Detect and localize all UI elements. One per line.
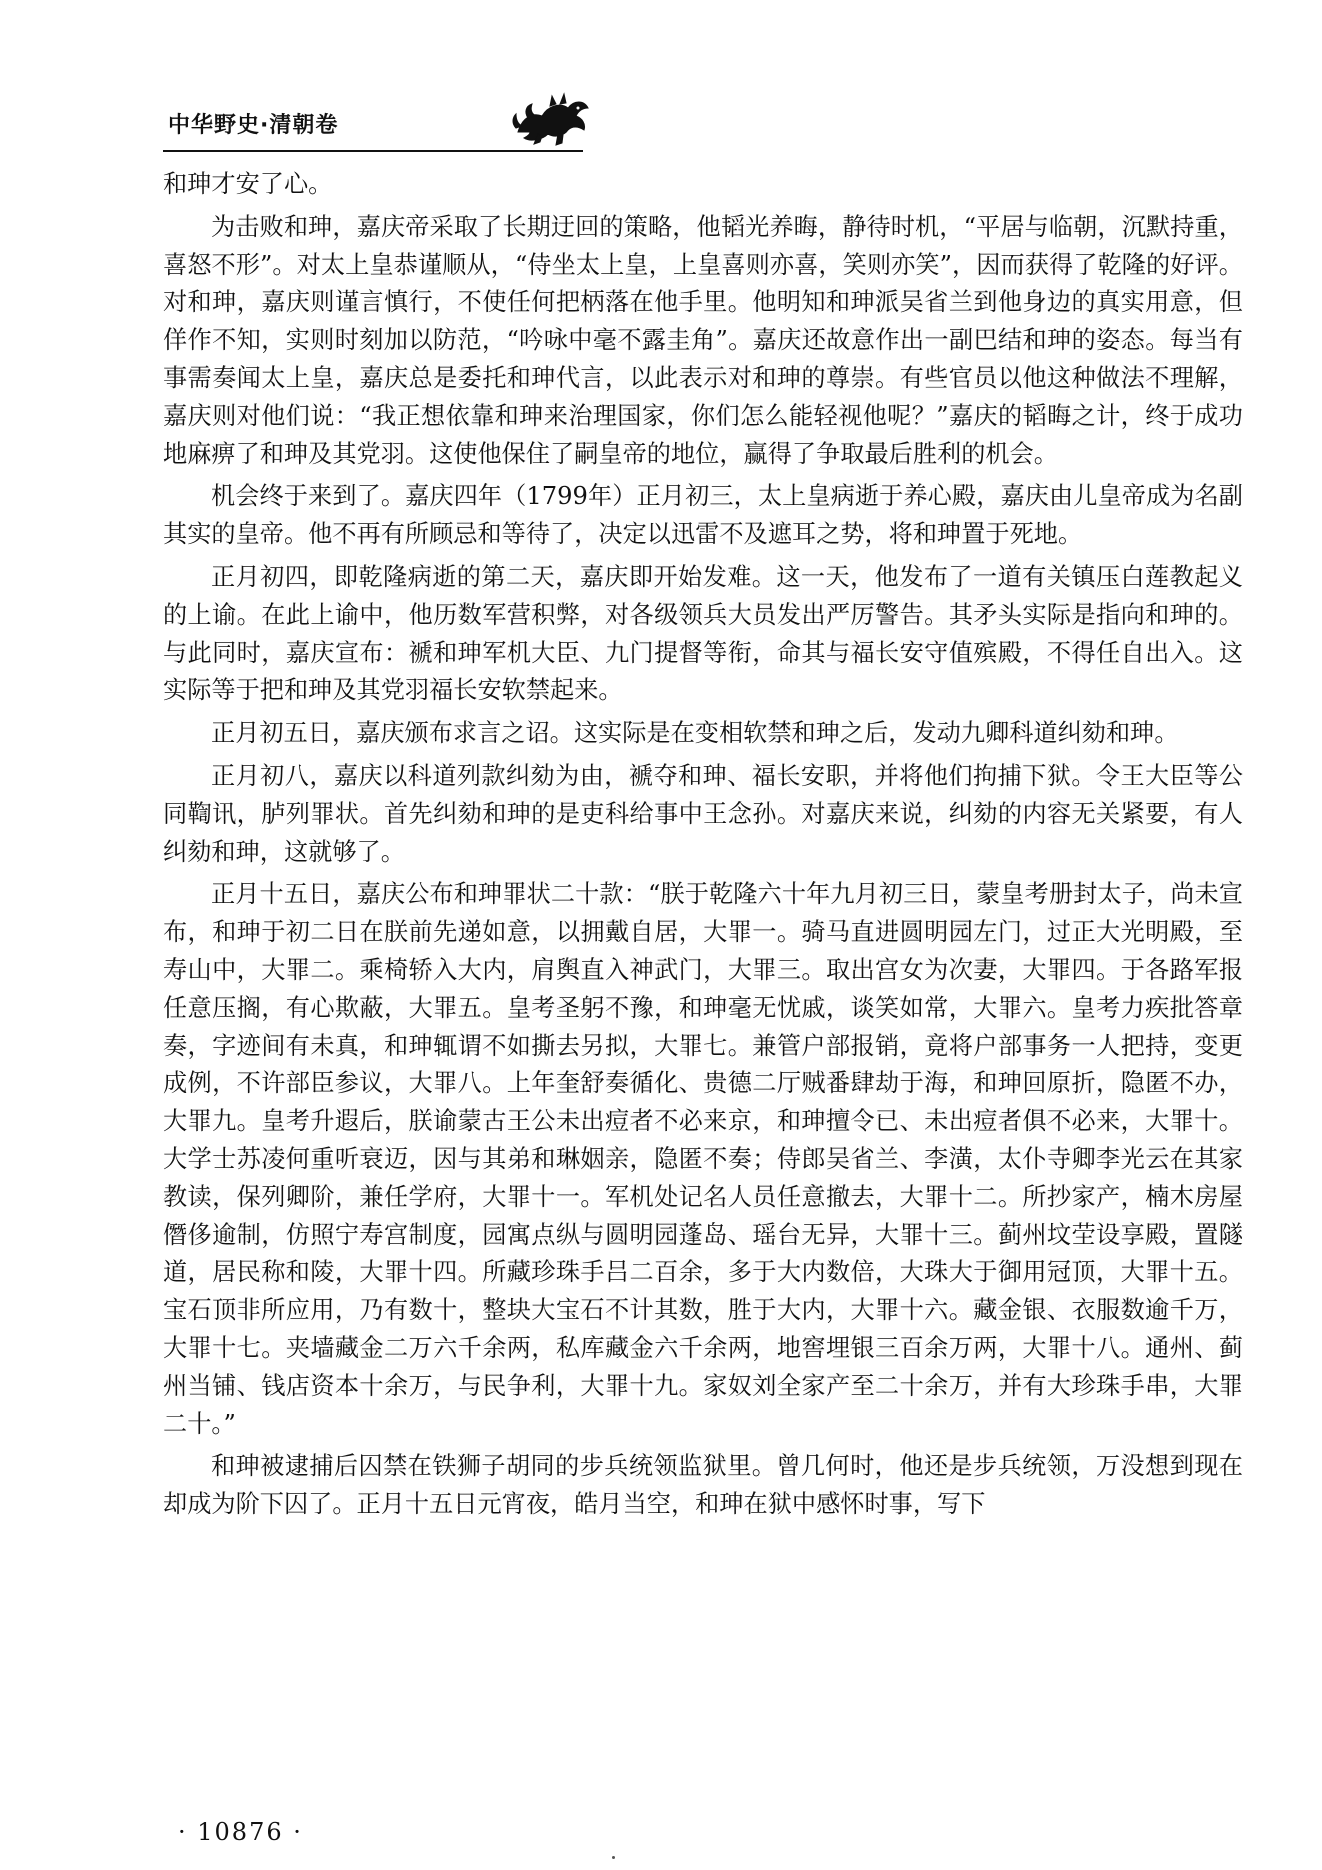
- scan-speck: [612, 1856, 615, 1859]
- paragraph: 和珅被逮捕后囚禁在铁狮子胡同的步兵统领监狱里。曾几何时，他还是步兵统领，万没想到现在却成为阶下囚了。正月十五日元宵夜，皓月当空，和珅在狱中感怀时事，写下: [163, 1452, 1243, 1519]
- paragraph: 正月初八，嘉庆以科道列款纠劾为由，褫夺和珅、福长安职，并将他们拘捕下狱。令王大臣等公同鞫讯，胪列罪状。首先纠劾和珅的是吏科给事中王念孙。对嘉庆来说，纠劾的内容无关紧要，有人纠劾和珅，这就够了。: [163, 761, 1243, 866]
- running-header: [163, 100, 1243, 152]
- paragraph: 正月十五日，嘉庆公布和珅罪状二十款：“朕于乾隆六十年九月初三日，蒙皇考册封太子，尚未宣布，和珅于初二日在朕前先递如意，以拥戴自居，大罪一。骑马直进圆明园左门，过正大光明殿，至寿山中，大罪二。乘椅轿入大内，肩舆直入神武门，大罪三。取出宫女为次妻，大罪四。于各路军报任意压搁，有心欺蔽，大罪五。皇考圣躬不豫，和珅毫无忧戚，谈笑如常，大罪六。皇考力疾批答章奏，字迹间有未真，和珅辄谓不如撕去另拟，大罪七。兼管户部报销，竟将户部事务一人把持，变更成例，不许部臣参议，大罪八。上年奎舒奏循化、贵德二厅贼番肆劫于海，和珅回原折，隐匿不办，大罪九。皇考升遐后，朕谕蒙古王公未出痘者不必来京，和珅擅令已、未出痘者俱不必来，大罪十。大学士苏凌何重听衰迈，因与其弟和琳姻亲，隐匿不奏；侍郎吴省兰、李潢，太仆寺卿李光云在其家教读，保列卿阶，兼任学府，大罪十一。军机处记名人员任意撤去，大罪十二。所抄家产，楠木房屋僭侈逾制，仿照宁寿宫制度，园寓点纵与圆明园蓬岛、瑶台无异，大罪十三。蓟州坟茔设享殿，置隧道，居民称和陵，大罪十四。所藏珍珠手吕二百余，多于大内数倍，大珠大于御用冠顶，大罪十五。宝石顶非所应用，乃有数十，整块大宝石不计其数，胜于大内，大罪十六。藏金银、衣服数逾千万，大罪十七。夹墙藏金二万六千余两，私库藏金六千余两，地窖埋银三百余万两，大罪十八。通州、蓟州当铺、钱店资本十余万，与民争利，大罪十九。家奴刘全家产至二十余万，并有大珍珠手串，大罪二十。”: [163, 880, 1243, 1438]
- header-divider: [163, 150, 583, 152]
- paragraph: 机会终于来到了。嘉庆四年（1799年）正月初三，太上皇病逝于养心殿，嘉庆由儿皇帝成为名副其实的皇帝。他不再有所顾忌和等待了，决定以迅雷不及遮耳之势，将和珅置于死地。: [163, 482, 1243, 549]
- body-text: [163, 166, 1243, 1529]
- page-number: · 10876 ·: [178, 1818, 303, 1846]
- book-title: 中华野史·清朝卷: [168, 113, 339, 138]
- paragraph: 正月初五日，嘉庆颁布求言之诏。这实际是在变相软禁和珅之后，发动九卿科道纠劾和珅。: [211, 719, 1179, 748]
- paragraph: 为击败和珅，嘉庆帝采取了长期迂回的策略，他韬光养晦，静待时机，“平居与临朝，沉默持重，喜怒不形”。对太上皇恭谨顺从，“侍坐太上皇，上皇喜则亦喜，笑则亦笑”，因而获得了乾隆的好评。对和珅，嘉庆则谨言慎行，不使任何把柄落在他手里。他明知和珅派吴省兰到他身边的真实用意，但佯作不知，实则时刻加以防范，“吟咏中毫不露圭角”。嘉庆还故意作出一副巴结和珅的姿态。每当有事需奏闻太上皇，嘉庆总是委托和珅代言，以此表示对和珅的尊崇。有些官员以他这种做法不理解，嘉庆则对他们说：“我正想依靠和珅来治理国家，你们怎么能轻视他呢？”嘉庆的韬晦之计，终于成功地麻痹了和珅及其党羽。这使他保住了嗣皇帝的地位，赢得了争取最后胜利的机会。: [163, 212, 1243, 468]
- paragraph: 正月初四，即乾隆病逝的第二天，嘉庆即开始发难。这一天，他发布了一道有关镇压白莲教起义的上谕。在此上谕中，他历数军营积弊，对各级领兵大员发出严厉警告。其矛头实际是指向和珅的。与此同时，嘉庆宣布：褫和珅军机大臣、九门提督等衔，命其与福长安守值殡殿，不得任自出入。这实际等于把和珅及其党羽福长安软禁起来。: [163, 562, 1243, 705]
- dragon-emblem-icon: [508, 88, 598, 148]
- paragraph: 和珅才安了心。: [163, 170, 333, 198]
